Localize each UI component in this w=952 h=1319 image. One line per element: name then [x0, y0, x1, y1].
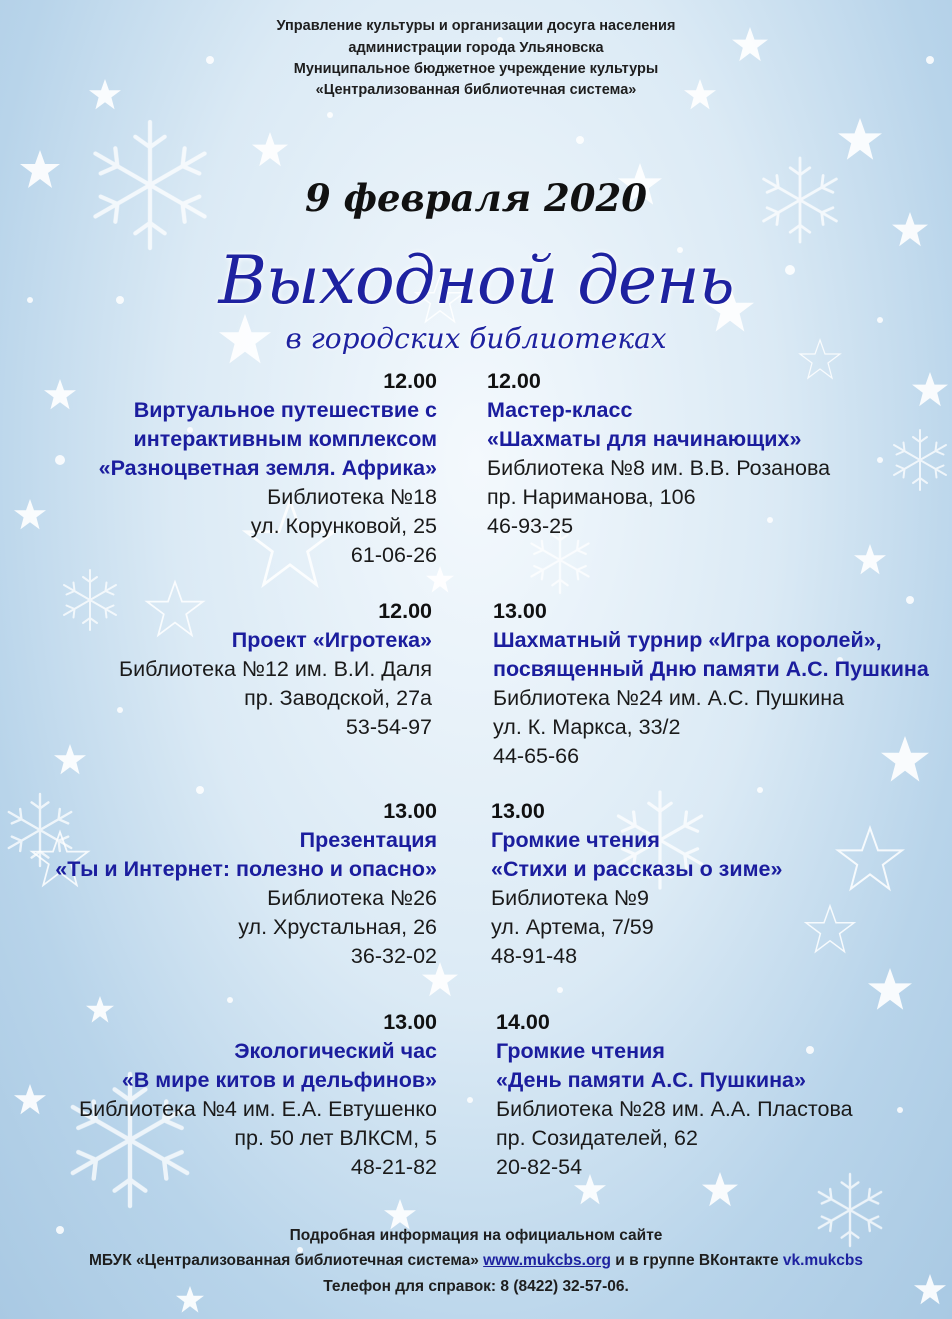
event-block — [491, 797, 782, 971]
header-line-2: администрации города Ульяновска — [348, 40, 604, 56]
vk-link[interactable]: vk.mukcbs — [782, 1252, 864, 1269]
event-address: пр. 50 лет ВЛКСМ, 5 — [234, 1126, 437, 1150]
event-title: Проект «Игротека» — [231, 628, 432, 652]
event-phone: 20-82-54 — [496, 1155, 583, 1179]
event-address: ул. Корунковой, 25 — [250, 514, 437, 538]
footer-org-name: МБУК «Централизованная библиотечная система» — [88, 1252, 479, 1269]
event-library: Библиотека №26 — [267, 886, 437, 910]
website-link[interactable]: www.mukcbs.org — [483, 1252, 611, 1269]
event-address: ул. К. Маркса, 33/2 — [493, 715, 681, 739]
event-title: «В мире китов и дельфинов» — [121, 1068, 437, 1092]
event-block — [496, 1008, 853, 1182]
event-address: пр. Созидателей, 62 — [496, 1126, 698, 1150]
event-title: Шахматный турнир «Игра королей», — [493, 628, 882, 652]
page-subtitle: в городских библиотеках — [285, 322, 667, 355]
event-address: пр. Нариманова, 106 — [487, 485, 696, 509]
event-phone: 48-91-48 — [491, 944, 578, 968]
event-title: Виртуальное путешествие с — [133, 398, 437, 422]
event-block — [493, 597, 929, 771]
event-time: 12.00 — [487, 369, 541, 393]
event-library: Библиотека №24 им. А.С. Пушкина — [493, 686, 845, 710]
event-block — [55, 797, 437, 971]
event-title: Громкие чтения — [496, 1039, 665, 1063]
header-line-4: «Централизованная библиотечная система» — [315, 82, 637, 98]
event-address: пр. Заводской, 27а — [244, 686, 432, 710]
event-title: «Разноцветная земля. Африка» — [98, 456, 437, 480]
event-time: 13.00 — [383, 1010, 437, 1034]
event-date: 9 февраля 2020 — [304, 176, 648, 220]
event-block — [79, 1008, 437, 1182]
footer-vk-text: и в группе ВКонтакте — [615, 1252, 779, 1269]
event-block — [487, 367, 830, 541]
event-phone: 53-54-97 — [345, 715, 432, 739]
event-phone: 36-32-02 — [350, 944, 437, 968]
event-title: «Ты и Интернет: полезно и опасно» — [55, 857, 437, 881]
event-time: 12.00 — [383, 369, 437, 393]
event-title: Презентация — [299, 828, 437, 852]
event-time: 14.00 — [496, 1010, 550, 1034]
footer-phone-line: Телефон для справок: 8 (8422) 32-57-06. — [323, 1278, 629, 1295]
event-title: Мастер-класс — [487, 398, 633, 422]
event-phone: 48-21-82 — [350, 1155, 437, 1179]
event-phone: 46-93-25 — [487, 514, 574, 538]
event-phone: 61-06-26 — [350, 543, 437, 567]
footer-info-line: Подробная информация на официальном сайте — [289, 1227, 663, 1244]
event-library: Библиотека №12 им. В.И. Даля — [119, 657, 432, 681]
event-time: 13.00 — [491, 799, 545, 823]
event-title: интерактивным комплексом — [133, 427, 437, 451]
header-line-3: Муниципальное бюджетное учреждение культуры — [293, 61, 659, 77]
event-library: Библиотека №28 им. А.А. Пластова — [496, 1097, 853, 1121]
event-phone: 44-65-66 — [493, 744, 580, 768]
event-time: 13.00 — [493, 599, 547, 623]
event-library: Библиотека №9 — [491, 886, 649, 910]
event-title: «Стихи и рассказы о зиме» — [491, 857, 783, 881]
event-block — [119, 597, 432, 742]
event-library: Библиотека №18 — [267, 485, 437, 509]
event-library: Библиотека №4 им. Е.А. Евтушенко — [78, 1097, 437, 1121]
footer-links-line — [0, 1252, 952, 1270]
event-time: 13.00 — [383, 799, 437, 823]
event-title: «День памяти А.С. Пушкина» — [496, 1068, 806, 1092]
event-title: Экологический час — [234, 1039, 437, 1063]
event-title: «Шахматы для начинающих» — [487, 427, 802, 451]
event-block — [99, 367, 437, 570]
event-title: посвященный Дню памяти А.С. Пушкина — [493, 657, 929, 681]
event-address: ул. Артема, 7/59 — [491, 915, 654, 939]
event-time: 12.00 — [378, 599, 432, 623]
event-address: ул. Хрустальная, 26 — [238, 915, 437, 939]
event-library: Библиотека №8 им. В.В. Розанова — [487, 456, 831, 480]
header-line-1: Управление культуры и организации досуга населения — [276, 18, 676, 34]
page-title: Выходной день — [218, 242, 734, 319]
event-title: Громкие чтения — [491, 828, 660, 852]
